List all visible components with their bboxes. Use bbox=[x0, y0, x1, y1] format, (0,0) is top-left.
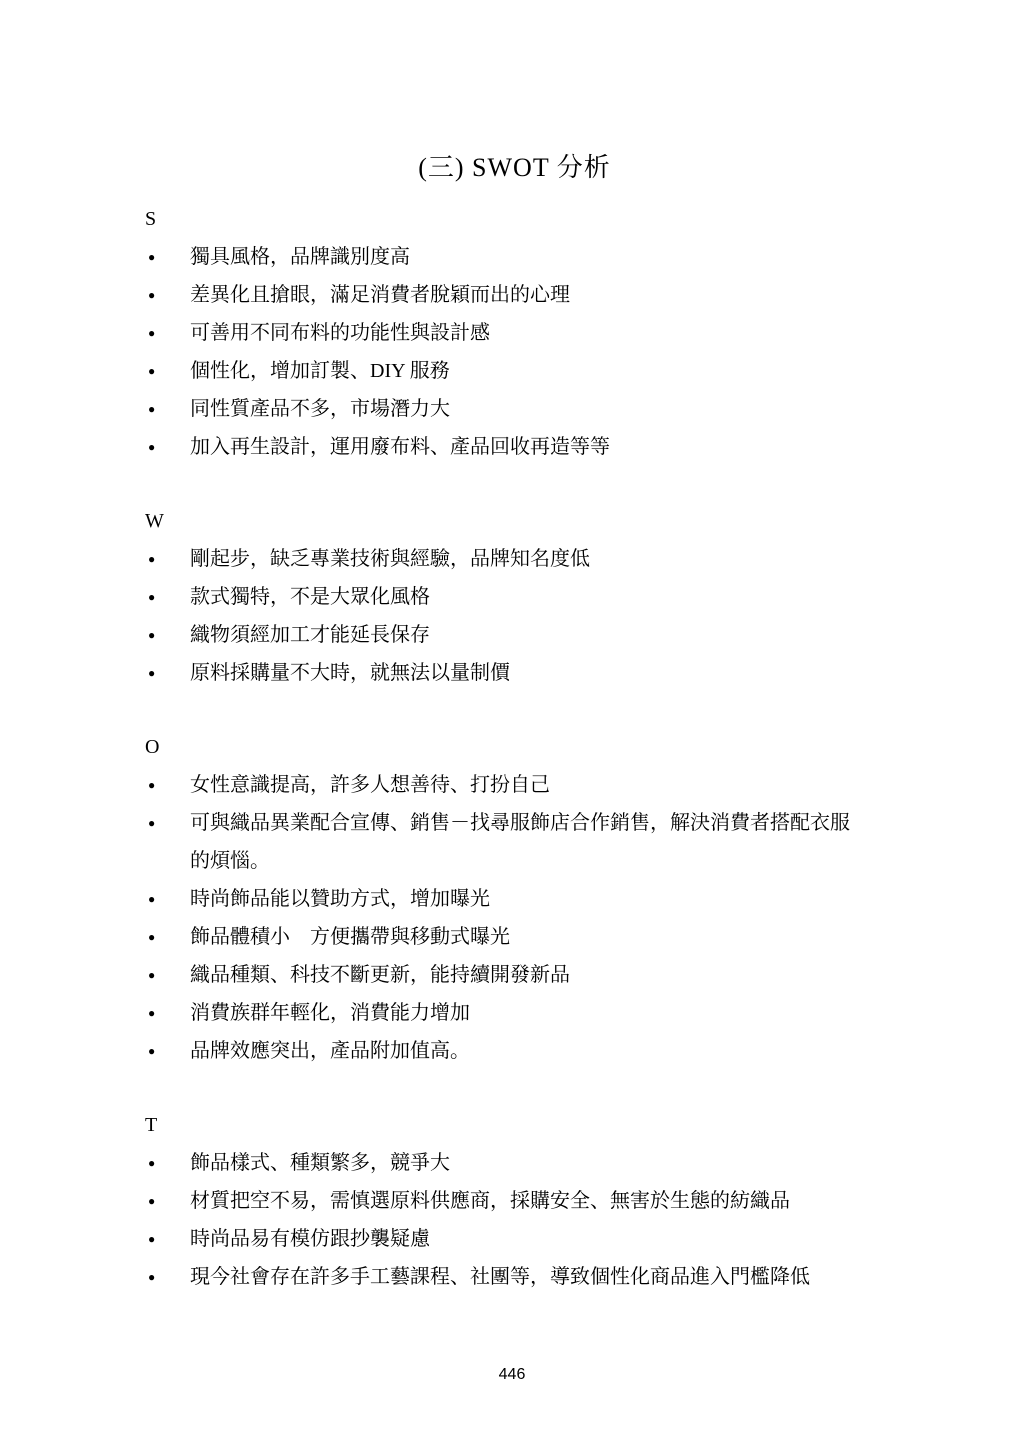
bullet-text: 剛起步，缺乏專業技術與經驗，品牌知名度低 bbox=[190, 548, 590, 570]
section-heading-s: S bbox=[145, 208, 157, 230]
list-item bbox=[145, 238, 884, 276]
bullet-text: 獨具風格，品牌識別度高 bbox=[190, 246, 410, 268]
list-item bbox=[145, 1258, 884, 1296]
bullet-icon: ● bbox=[148, 628, 156, 642]
list-item bbox=[145, 766, 884, 804]
bullet-icon: ● bbox=[148, 666, 156, 680]
bullet-icon: ● bbox=[148, 590, 156, 604]
bullet-icon: ● bbox=[148, 364, 156, 378]
section-heading-t: T bbox=[145, 1114, 158, 1136]
list-item bbox=[145, 276, 884, 314]
bullet-text: 消費族群年輕化，消費能力增加 bbox=[190, 1002, 470, 1024]
bullet-text: 織物須經加工才能延長保存 bbox=[190, 624, 430, 646]
list-item bbox=[145, 314, 884, 352]
bullet-text: 飾品體積小 方便攜帶與移動式曝光 bbox=[190, 926, 510, 948]
list-item bbox=[145, 1144, 884, 1182]
bullet-text: 可善用不同布料的功能性與設計感 bbox=[190, 322, 490, 344]
list-item bbox=[145, 578, 884, 616]
bullet-icon: ● bbox=[148, 1194, 156, 1208]
swot-section bbox=[145, 728, 884, 1070]
list-item bbox=[145, 804, 884, 880]
bullet-list bbox=[145, 766, 884, 1070]
bullet-icon: ● bbox=[148, 326, 156, 340]
bullet-icon: ● bbox=[148, 552, 156, 566]
list-item bbox=[145, 540, 884, 578]
bullet-icon: ● bbox=[148, 816, 156, 830]
bullet-text: 加入再生設計，運用廢布料、產品回收再造等等 bbox=[190, 436, 610, 458]
bullet-text: 織品種類、科技不斷更新，能持續開發新品 bbox=[190, 964, 570, 986]
swot-section bbox=[145, 1106, 884, 1296]
bullet-icon: ● bbox=[148, 930, 156, 944]
list-item bbox=[145, 880, 884, 918]
bullet-text: 款式獨特，不是大眾化風格 bbox=[190, 586, 430, 608]
bullet-list bbox=[145, 540, 884, 692]
list-item bbox=[145, 918, 884, 956]
bullet-icon: ● bbox=[148, 1232, 156, 1246]
bullet-text: 材質把空不易，需慎選原料供應商，採購安全、無害於生態的紡織品 bbox=[190, 1190, 790, 1212]
swot-section bbox=[145, 200, 884, 466]
bullet-text: 飾品樣式、種類繁多，競爭大 bbox=[190, 1152, 450, 1174]
list-item bbox=[145, 1032, 884, 1070]
bullet-icon: ● bbox=[148, 440, 156, 454]
bullet-icon: ● bbox=[148, 1006, 156, 1020]
page-content bbox=[145, 148, 884, 1296]
bullet-text: 原料採購量不大時，就無法以量制價 bbox=[190, 662, 510, 684]
bullet-text: 個性化，增加訂製、DIY 服務 bbox=[190, 360, 450, 382]
list-item bbox=[145, 654, 884, 692]
page-number: 446 bbox=[498, 1366, 526, 1383]
bullet-list bbox=[145, 238, 884, 466]
swot-sections bbox=[145, 200, 884, 1296]
bullet-icon: ● bbox=[148, 288, 156, 302]
bullet-list bbox=[145, 1144, 884, 1296]
bullet-text: 可與織品異業配合宣傳、銷售－找尋服飾店合作銷售，解決消費者搭配衣服的煩惱。 bbox=[190, 812, 850, 872]
swot-section bbox=[145, 502, 884, 692]
bullet-icon: ● bbox=[148, 1044, 156, 1058]
page-title: (三) SWOT 分析 bbox=[418, 153, 611, 182]
bullet-text: 時尚飾品能以贊助方式，增加曝光 bbox=[190, 888, 490, 910]
bullet-icon: ● bbox=[148, 1156, 156, 1170]
list-item bbox=[145, 428, 884, 466]
bullet-icon: ● bbox=[148, 402, 156, 416]
bullet-text: 女性意識提高，許多人想善待、打扮自己 bbox=[190, 774, 550, 796]
list-item bbox=[145, 994, 884, 1032]
bullet-text: 同性質產品不多，市場潛力大 bbox=[190, 398, 450, 420]
list-item bbox=[145, 616, 884, 654]
section-heading-w: W bbox=[145, 510, 164, 532]
list-item bbox=[145, 956, 884, 994]
bullet-text: 時尚品易有模仿跟抄襲疑慮 bbox=[190, 1228, 430, 1250]
section-heading-o: O bbox=[145, 736, 160, 758]
bullet-icon: ● bbox=[148, 250, 156, 264]
list-item bbox=[145, 1220, 884, 1258]
bullet-text: 品牌效應突出，產品附加值高。 bbox=[190, 1040, 470, 1062]
bullet-icon: ● bbox=[148, 968, 156, 982]
bullet-text: 現今社會存在許多手工藝課程、社團等，導致個性化商品進入門檻降低 bbox=[190, 1266, 810, 1288]
list-item bbox=[145, 352, 884, 390]
list-item bbox=[145, 390, 884, 428]
bullet-text: 差異化且搶眼，滿足消費者脫穎而出的心理 bbox=[190, 284, 570, 306]
bullet-icon: ● bbox=[148, 778, 156, 792]
list-item bbox=[145, 1182, 884, 1220]
bullet-icon: ● bbox=[148, 892, 156, 906]
bullet-icon: ● bbox=[148, 1270, 156, 1284]
